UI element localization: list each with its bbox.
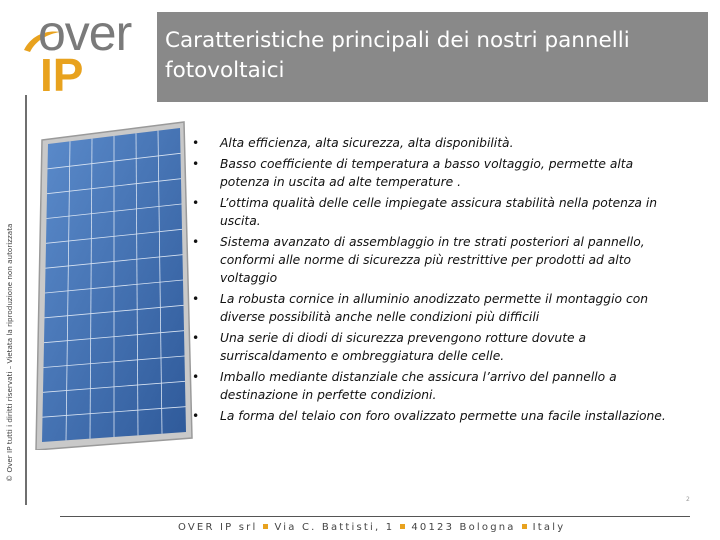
over-ip-logo [22,5,140,101]
list-item-text: La forma del telaio con foro ovalizzato permette una facile installazione. [220,409,666,423]
title-banner [157,12,708,102]
list-item-text: Sistema avanzato di assemblaggio in tre strati posteriori al pannello, conformi alle norme di sicurezza più restrittive per prodotti ad alto voltaggio [220,235,645,285]
logo-over-text: over [38,5,132,61]
footer-city: 40123 Bologna [411,522,516,533]
list-item [192,290,672,326]
page-number: 2 [686,496,690,503]
footer-address [178,522,598,533]
list-item [192,155,672,191]
footer-country: Italy [532,522,566,533]
separator-square-icon [400,524,405,529]
footer-company: OVER IP srl [178,522,258,533]
bullet-icon: • [192,409,200,423]
slide-title: Caratteristiche principali dei nostri pannelli fotovoltaici [165,28,630,83]
list-item-text: L’ottima qualità delle celle impiegate assicura stabilità nella potenza in uscita. [220,196,658,228]
bullet-icon: • [192,196,200,210]
list-item-text: Una serie di diodi di sicurezza prevengono rotture dovute a surriscaldamento e ombreggiatura delle celle. [220,331,587,363]
list-item [192,134,672,152]
list-item-text: Basso coefficiente di temperatura a basso voltaggio, permette alta potenza in uscita ad alte temperature . [220,157,634,189]
copyright-notice: © Over IP tutti i diritti riservati – Vietata la riproduzione non autorizzata [5,223,14,482]
list-item-text: La robusta cornice in alluminio anodizzato permette il montaggio con diverse possibilità anche nelle condizioni più difficili [220,292,649,324]
bullet-icon: • [192,331,200,345]
list-item [192,233,672,287]
feature-list [192,134,672,428]
separator-square-icon [522,524,527,529]
solar-panel-image [34,120,194,450]
bullet-icon: • [192,292,200,306]
separator-square-icon [263,524,268,529]
bullet-icon: • [192,157,200,171]
bullet-icon: • [192,370,200,384]
list-item [192,368,672,404]
bullet-icon: • [192,235,200,249]
logo-ip-text: IP [40,49,84,101]
footer-divider [60,516,690,517]
footer-street: Via C. Battisti, 1 [274,522,395,533]
bullet-icon: • [192,136,200,150]
side-divider [25,95,27,505]
list-item-text: Alta efficienza, alta sicurezza, alta disponibilità. [220,136,514,150]
list-item [192,329,672,365]
list-item [192,194,672,230]
list-item-text: Imballo mediante distanziale che assicura l’arrivo del pannello a destinazione in perfette condizioni. [220,370,617,402]
list-item [192,407,672,425]
